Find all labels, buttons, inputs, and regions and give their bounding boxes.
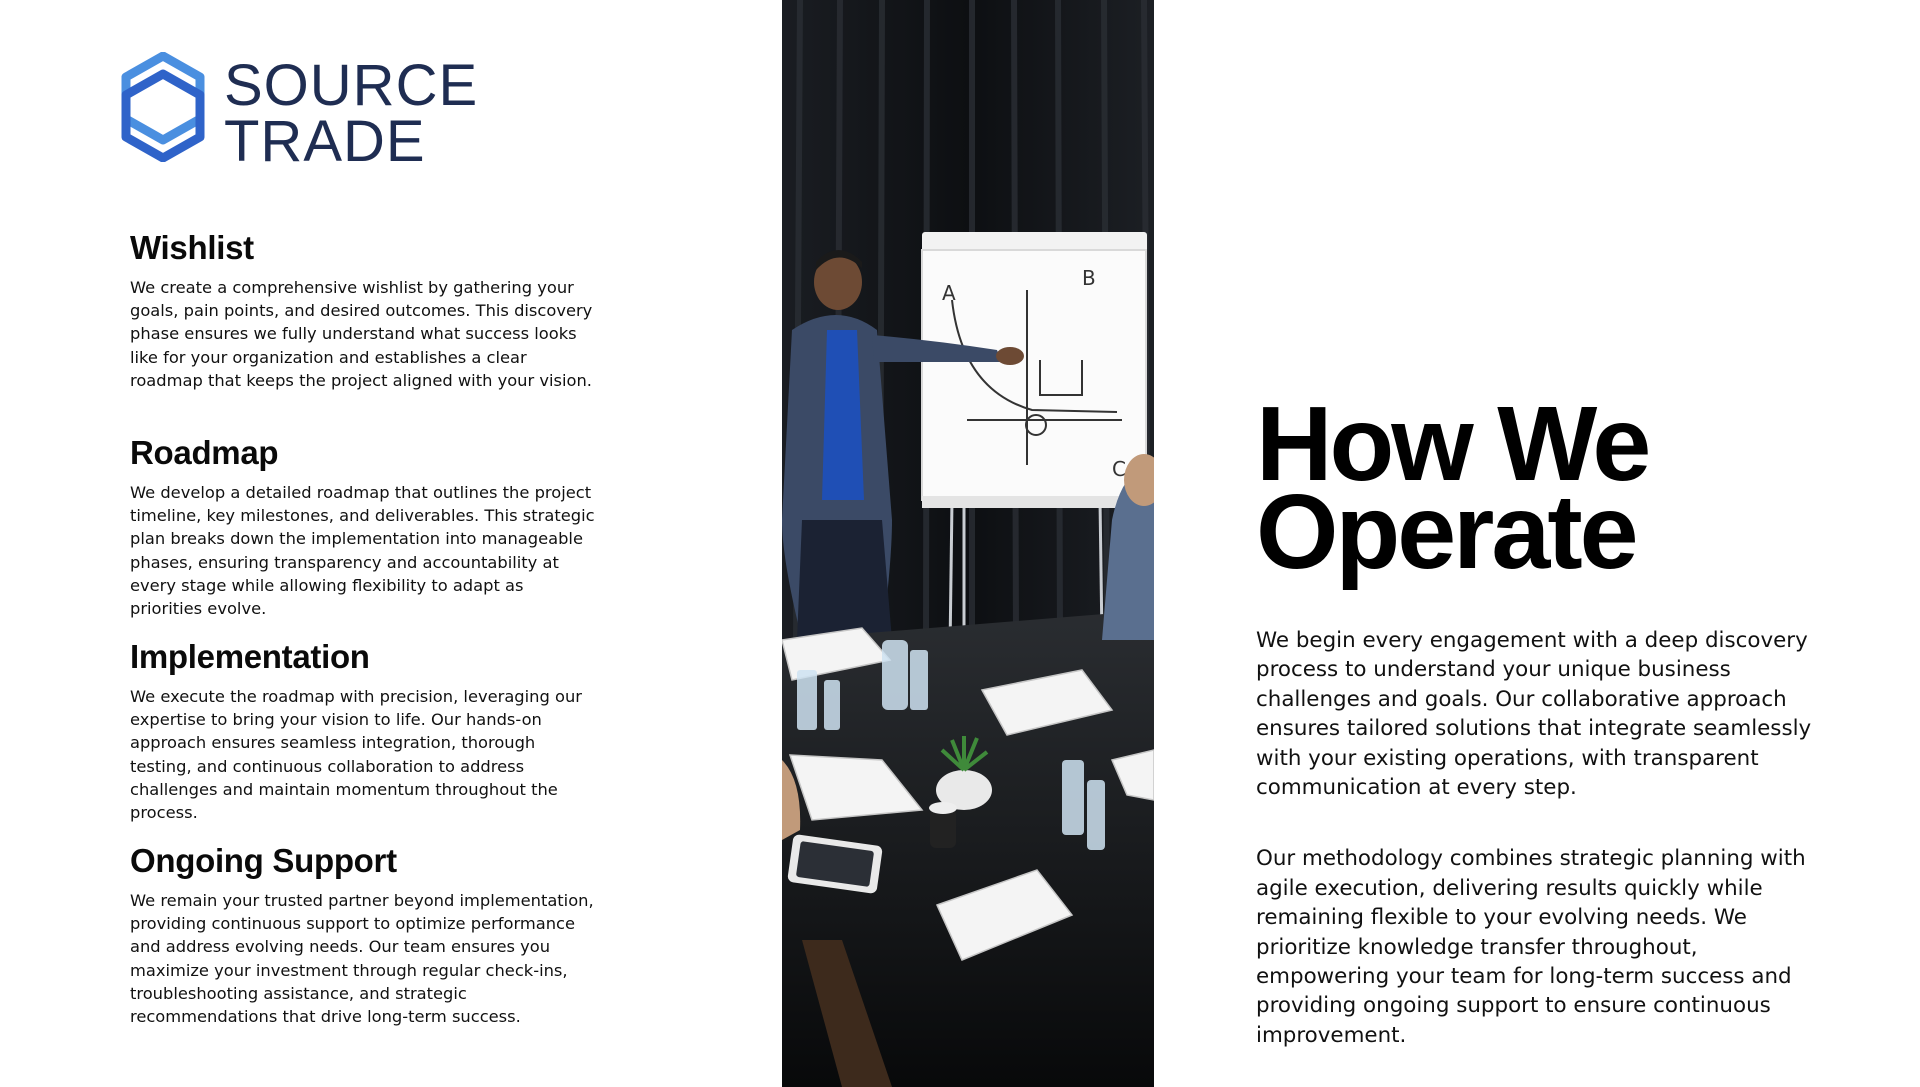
step-wishlist: [130, 228, 600, 392]
meeting-photo: [782, 0, 1154, 1087]
step-body: We develop a detailed roadmap that outlines the project timeline, key milestones, and deliverables. This strategic plan breaks down the implementation into manageable phases, ensuring transparency and accountability at every stage while allowing flexibility to adapt as priorities evolve.: [130, 483, 595, 619]
meeting-photo-illustration: [782, 0, 1154, 1087]
board-letter: B: [1082, 266, 1096, 290]
brand-logo: [108, 52, 479, 174]
step-title: Ongoing Support: [130, 842, 397, 879]
page-title: [1256, 385, 1836, 591]
brand-name-line1: SOURCE: [224, 53, 479, 118]
page-title-line1: How We: [1256, 385, 1649, 503]
step-implementation: [130, 637, 600, 824]
brand-wordmark: [224, 53, 479, 174]
step-body: We create a comprehensive wishlist by gathering your goals, pain points, and desired outcomes. This discovery phase ensures we fully understand what success looks like for your organization and establishes a clear roadmap that keeps the project aligned with your vision.: [130, 278, 593, 390]
board-letter: C: [1112, 457, 1126, 481]
step-ongoing-support: [130, 841, 600, 1028]
step-roadmap: [130, 433, 600, 620]
intro-paragraph-1: We begin every engagement with a deep discovery process to understand your unique business challenges and goals. Our collaborative approach ensures tailored solutions that integrate seamlessly with your existing operations, with transparent communication at every step.: [1256, 628, 1812, 801]
step-title: Roadmap: [130, 434, 279, 471]
step-body: We remain your trusted partner beyond implementation, providing continuous support to optimize performance and address evolving needs. Our team ensures you maximize your investment through regular check-ins, troubleshooting assistance, and strategic recommendations that drive long-term success.: [130, 891, 594, 1027]
hexagon-logo-icon: [108, 52, 218, 162]
step-title: Wishlist: [130, 229, 254, 266]
board-letter: A: [942, 281, 956, 305]
page-title-line2: Operate: [1256, 473, 1636, 591]
step-title: Implementation: [130, 638, 370, 675]
intro-section: [1256, 385, 1836, 1050]
brand-name-line2: TRADE: [224, 109, 426, 174]
step-body: We execute the roadmap with precision, leveraging our expertise to bring your vision to life. Our hands-on approach ensures seamless integration, thorough testing, and continuous collaboration to address challenges and maintain momentum throughout the process.: [130, 687, 582, 823]
intro-paragraph-2: Our methodology combines strategic planning with agile execution, delivering results quickly while remaining flexible to your evolving needs. We prioritize knowledge transfer throughout, empowering your team for long-term success and providing ongoing support to ensure continuous improvement.: [1256, 846, 1806, 1048]
